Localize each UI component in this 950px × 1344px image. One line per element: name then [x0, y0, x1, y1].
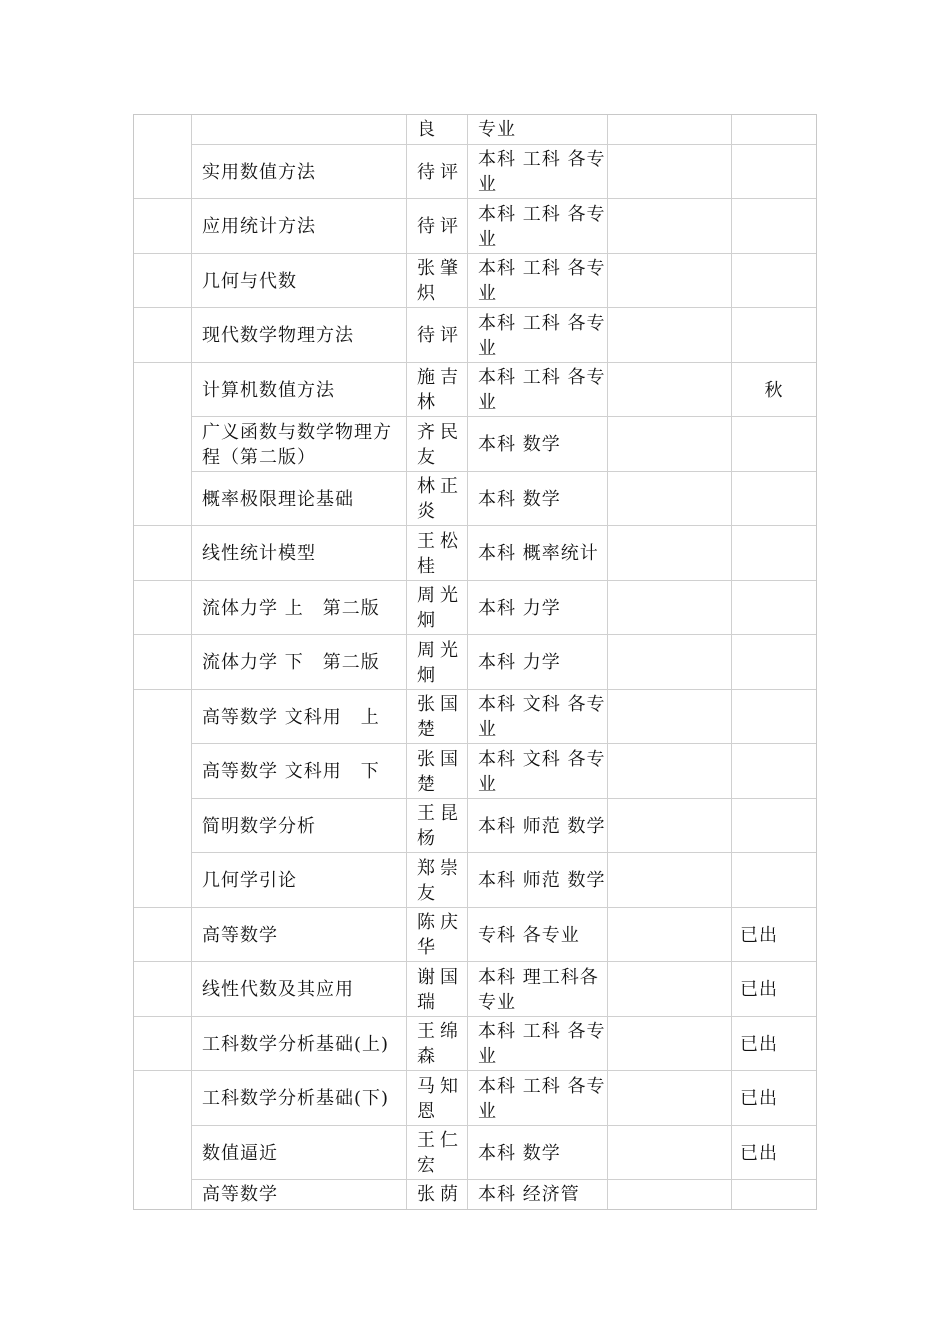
cell-level: 本科 力学 — [478, 598, 561, 619]
row-divider — [191, 1125, 816, 1126]
cell-status: 已出 — [740, 1088, 778, 1109]
row-divider — [134, 525, 816, 526]
cell-title: 线性统计模型 — [202, 543, 316, 564]
cell-title: 简明数学分析 — [202, 816, 316, 837]
cell-title: 数值逼近 — [202, 1143, 278, 1164]
cell-title: 几何与代数 — [202, 271, 297, 292]
cell-title: 线性代数及其应用 — [202, 979, 354, 1000]
cell-author: 待评 — [417, 162, 463, 183]
cell-level: 本科 工科 各专业 — [478, 313, 606, 359]
cell-level: 本科 数学 — [478, 1143, 561, 1164]
cell-level: 本科 工科 各专业 — [478, 149, 606, 195]
column-divider — [191, 115, 192, 1209]
row-divider — [134, 1070, 816, 1071]
cell-level: 本科 数学 — [478, 489, 561, 510]
cell-level: 本科 师范 数学 — [478, 870, 606, 891]
cell-author: 张肇炽 — [417, 258, 463, 304]
cell-title: 工科数学分析基础(下) — [202, 1088, 390, 1109]
row-divider — [134, 198, 816, 199]
cell-title: 应用统计方法 — [202, 216, 316, 237]
cell-author: 待评 — [417, 325, 463, 346]
cell-status: 已出 — [740, 1034, 778, 1055]
cell-title: 计算机数值方法 — [202, 380, 335, 401]
cell-title: 高等数学 文科用 上 — [202, 707, 380, 728]
cell-level: 本科 工科 各专业 — [478, 258, 606, 304]
row-divider — [134, 253, 816, 254]
cell-author: 王昆杨 — [417, 803, 463, 849]
cell-title: 高等数学 — [202, 925, 278, 946]
row-divider — [191, 471, 816, 472]
cell-status: 已出 — [740, 1143, 778, 1164]
cell-author: 王绵森 — [417, 1021, 463, 1067]
cell-level: 本科 力学 — [478, 652, 561, 673]
cell-level: 本科 工科 各专业 — [478, 367, 606, 413]
cell-season: 秋 — [764, 380, 784, 401]
cell-level: 本科 数学 — [478, 434, 561, 455]
cell-level: 本科 理工科各专业 — [478, 967, 599, 1013]
cell-level: 专科 各专业 — [478, 925, 580, 946]
row-divider — [134, 1016, 816, 1017]
cell-author: 谢国瑞 — [417, 967, 463, 1013]
cell-title: 高等数学 — [202, 1184, 278, 1205]
cell-author: 周光炯 — [417, 585, 463, 631]
row-divider — [134, 307, 816, 308]
row-divider — [134, 689, 816, 690]
row-divider — [191, 1179, 816, 1180]
cell-author: 郑崇友 — [417, 858, 463, 904]
cell-level: 本科 工科 各专业 — [478, 1076, 606, 1122]
cell-title: 几何学引论 — [202, 870, 297, 891]
cell-title: 高等数学 文科用 下 — [202, 761, 380, 782]
column-divider — [731, 115, 732, 1209]
row-divider — [134, 362, 816, 363]
cell-author: 良 — [417, 119, 440, 140]
cell-author: 王松桂 — [417, 531, 463, 577]
cell-title: 概率极限理论基础 — [202, 489, 354, 510]
cell-author: 陈庆华 — [417, 912, 463, 958]
course-table — [133, 114, 817, 1210]
cell-author: 王仁宏 — [417, 1130, 463, 1176]
row-divider — [191, 852, 816, 853]
cell-title: 广义函数与数学物理方程（第二版） — [202, 422, 392, 468]
cell-level: 本科 工科 各专业 — [478, 1021, 606, 1067]
cell-level: 本科 概率统计 — [478, 543, 599, 564]
cell-level: 本科 工科 各专业 — [478, 204, 606, 250]
row-divider — [134, 634, 816, 635]
cell-status: 已出 — [740, 925, 778, 946]
row-divider — [191, 743, 816, 744]
cell-title: 流体力学 上 第二版 — [202, 598, 380, 619]
cell-level: 本科 经济管 — [478, 1184, 580, 1205]
cell-status: 已出 — [740, 979, 778, 1000]
cell-level: 本科 师范 数学 — [478, 816, 606, 837]
cell-author: 林正炎 — [417, 476, 463, 522]
row-divider — [191, 798, 816, 799]
row-divider — [134, 961, 816, 962]
row-divider — [134, 580, 816, 581]
cell-title: 流体力学 下 第二版 — [202, 652, 380, 673]
row-divider — [191, 416, 816, 417]
cell-author: 马知恩 — [417, 1076, 463, 1122]
cell-title: 现代数学物理方法 — [202, 325, 354, 346]
row-divider — [134, 907, 816, 908]
cell-author: 齐民友 — [417, 422, 463, 468]
cell-author: 张国楚 — [417, 694, 463, 740]
cell-level: 本科 文科 各专业 — [478, 694, 606, 740]
cell-author: 张国楚 — [417, 749, 463, 795]
cell-author: 待评 — [417, 216, 463, 237]
cell-author: 施吉林 — [417, 367, 463, 413]
row-divider — [191, 144, 816, 145]
cell-author: 周光炯 — [417, 640, 463, 686]
cell-title: 实用数值方法 — [202, 162, 316, 183]
cell-level: 专业 — [478, 119, 516, 140]
cell-author: 张荫 — [417, 1184, 463, 1205]
cell-title: 工科数学分析基础(上) — [202, 1034, 390, 1055]
cell-level: 本科 文科 各专业 — [478, 749, 606, 795]
